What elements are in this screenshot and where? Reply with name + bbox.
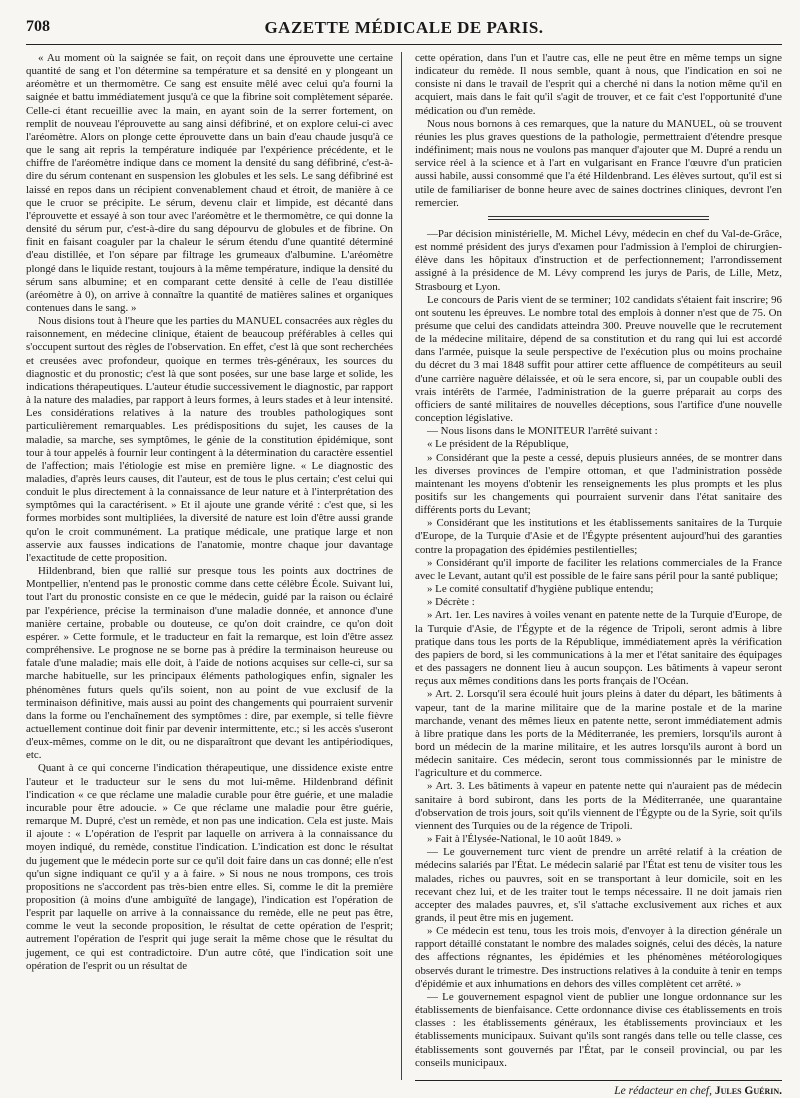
- decree-article: » Art. 2. Lorsqu'il sera écoulé huit jours pleins à dater du départ, les bâtiments à vapeur, tant de la marine militaire que de la marine postale et de la marine marchande, venant des mêmes lieux en patente nette, seront immédiatement admis à libre pratique dans les ports de la Méditerranée, les premiers, lorsqu'ils auront à bord un médecin de la marine militaire, et les autres lorsqu'ils auront à bord un médecin sanitaire. Ces médecin, seront tous commissionnés par le ministre de l'agriculture et du commerce.: [415, 688, 782, 780]
- news-item: Le concours de Paris vient de se terminer; 102 candidats s'étaient fait inscrire; 96 ont soutenu les épreuves. Le nombre total des emplois à donner n'est que de 75. On présume que celui des candidats atteindra 300. Preuve nouvelle que le recrutement de la médecine militaire, dépend de sa constitution et du rang qui lui est accordé dans l'armée, puisque la seule perspective de l'exécution plus ou moins prochaine du décret du 3 mai 1848 suffit pour attirer cette affluence de compétiteurs au seuil d'une carrière naguère délaissée, et où le sera encore, si, par un coupable oubli des vrais intérêts de l'armée, l'administration de la guerre préparait au corps des officiers de santé militaires de nouvelles déceptions, sous l'artifice d'une nouvelle conception législative.: [415, 293, 782, 425]
- left-column: [26, 52, 393, 1080]
- editor-signature: [415, 1080, 782, 1098]
- news-item: » Ce médecin est tenu, tous les trois mois, d'envoyer à la direction générale un rapport détaillé constatant le nombre des malades soignés, celui des décès, la nature des affections régnantes, les épidémies et les phénomènes météorologiques observés durant le trimestre. Des instructions relatives à la conduite à tenir en temps d'épidémie et aux inhumations en dehors des villes complètent cet arrêté. »: [415, 925, 782, 990]
- paragraph: Nous nous bornons à ces remarques, que la nature du MANUEL, où se trouvent réunies les plus graves questions de la pathologie, permettraient d'étendre presque indéfiniment; mais nous ne voulons pas manquer d'ajouter que M. Dupré a rendu un service réel à la science et à l'art en vulgarisant en France l'œuvre d'un praticien aussi habile, aussi consommé que l'a été Hildenbrand. Les élèves surtout, qu'il est si utile de familiariser de bonne heure avec de saines doctrines cliniques, devront l'en remercier.: [415, 117, 782, 209]
- decree-line: » Considérant que les institutions et les établissements sanitaires de la Turquie d'Europe, de la Turquie d'Asie et de l'Égypte présentent aujourd'hui des garanties contre la propagation des épidémies pestilentielles;: [415, 517, 782, 556]
- page-header: [26, 14, 782, 45]
- decree-line: » Le comité consultatif d'hygiène publique entendu;: [427, 583, 654, 596]
- paragraph: Quant à ce qui concerne l'indication thérapeutique, une dissidence existe entre l'auteur et le traducteur sur le sens du mot lui-même. Hildenbrand définit l'indication « ce que réclame une maladie curable pour être guérie, et une maladie incurable pour être adoucie. » Ce que réclame une maladie pour être guérie, remarque M. Dupré, c'est un remède, et non pas une indication. Cela est juste. Mais il ajoute : « L'opération de l'esprit par laquelle on arrivera à la connaissance du moyen indiqué, du remède, constitue l'indication. L'indication est donc le résultat du jugement que le médecin porte sur ce qu'il doit faire dans un cas donné; elle n'est qu'un signe indiquant ce qu'il y a à faire. » Si nous ne nous trompons, ces trois propositions ne s'accordent pas très-bien entre elles. Si, comme le dit la première proposition (à moins d'une ambiguïté de langage), l'indication est l'opération de l'esprit par laquelle on arrive à la connaissance du remède, elle ne peut pas être, comme le veut la seconde proposition, le résultat de cette opération de l'esprit; autrement l'opération de l'esprit qui juge serait la même chose que le résultat du jugement, ce qui est contradictoire. D'un autre côté, que l'indication soit une opération de l'esprit ou un résultat de: [26, 762, 393, 972]
- decree-line: » Considérant que la peste a cessé, depuis plusieurs années, de se montrer dans les diverses provinces de l'empire ottoman, et que l'administration possède maintenant les moyens d'obtenir les renseignements les plus prompts et les plus positifs sur les changements qui pourraient survenir dans l'état sanitaire des différents ports du Levant;: [415, 451, 782, 517]
- decree-line: « Le président de la République,: [427, 438, 569, 451]
- decree-line: » Considérant qu'il importe de faciliter les relations commerciales de la France avec le Levant, autant qu'il est possible de le faire sans péril pour la santé publique;: [415, 556, 782, 582]
- decree-article: » Art. 1er. Les navires à voiles venant en patente nette de la Turquie d'Europe, de la Turquie d'Asie, de l'Égypte et de la régence de Tripoli, seront admis à libre pratique dans tous les ports de la République, immédiatement après la vérification des papiers de bord, si les communications à la mer et l'état sanitaire des équipages et des passagers ne donnent lieu à aucun soupçon. Les bâtiments à vapeur seront reçus aux mêmes conditions dans les ports français de l'Océan.: [415, 609, 782, 688]
- paragraph: « Au moment où la saignée se fait, on reçoit dans une éprouvette une certaine quantité de sang et l'on détermine sa température et sa densité en y plongeant un aréomètre et un thermomètre. Ce sang est ensuite mêlé avec celui qu'a fourni la saignée et battu immédiatement jusqu'à ce que la fibrine soit complètement séparée. Celle-ci étant recueillie avec la main, en ayant soin de la serrer fortement, on remplit de nouveau l'éprouvette au sang ainsi défibriné, et on explore celui-ci avec l'aréomètre. Alors on plonge cette éprouvette dans un bain d'eau chaude jusqu'à ce que le sang ait repris la température indiquée par l'expérience précédente, et le chiffre de l'aréomètre indique dans ce moment la densité du sang défibriné, c'est-à-dire du sérum contenant en suspension les globules et les sels. Le sang défibriné est laissé en repos dans un récipient convenablement chaud et étroit, de manière à ce que le cruor se précipite. Le sérum, devenu clair et limpide, est décanté dans l'éprouvette et essayé à son tour avec l'aréomètre et le thermomètre, ce qui donne la densité du sérum pur, c'est-à-dire du sang dépourvu de globules et de fibrine. On finit en faisant coaguler par la chaleur le sérum étendu d'une quantité déterminé d'eau distillée, et l'on sépare par filtrage les grumeaux d'albumine. L'aréomètre plongé dans le liquide restant, toujours à la même température, indique la densité du sérum sans albumine; et en comparant cette densité à celle de l'eau distillée (aréomètre à 0), on arrive à connaître la quantité de matières salines et organiques contenues dans le sang. »: [26, 52, 393, 314]
- column-divider: [401, 52, 402, 1080]
- newspaper-page: [26, 14, 782, 1097]
- section-separator: [488, 216, 708, 220]
- decree-article: » Art. 3. Les bâtiments à vapeur en patente nette qui n'auraient pas de médecin sanitaire à bord subiront, dans les ports de la Méditerranée, une quarantaine d'observation de trois jours, soit qu'ils viennent de l'Égypte ou de la Syrie, soit qu'ils viennent des Turquies ou de la régence de Tripoli.: [415, 780, 782, 832]
- decree-line: » Décrète :: [427, 596, 475, 609]
- right-column: [415, 52, 782, 1097]
- decree-line: » Fait à l'Élysée-National, le 10 août 1849. »: [427, 833, 622, 846]
- paragraph: Hildenbrand, bien que rallié sur presque tous les points aux doctrines de Montpellier, n'entend pas le pronostic comme dans cette célèbre École. Suivant lui, tout l'art du pronostic consiste en ce que le médecin, guidé par la raison ou éclairé par l'expérience, précise la terminaison d'une maladie donnée, et annonce d'une manière certaine, probable ou douteuse, ce qu'on doit craindre, ce qu'on doit espérer. » Cette formule, et le traducteur en fait la remarque, est loin d'être assez compréhensive. Le prognose ne se borne pas à prédire la terminaison heureuse ou fatale d'une maladie; mais elle doit, à l'aide de notions acquises sur celle-ci, sur sa marche habituelle, sur les principaux éléments pathologiques enfin, signaler les phénomènes futurs quels qu'ils soient, non au point de vue exclusif de la terminaison définitive, mais aussi au point des changements qui pourraient survenir dans la forme ou l'enchaînement des symptômes : dire, par exemple, si telle fièvre actuellement continue doit finir par devenir intermittente, etc.; si les accès s'useront d'eux-mêmes, comme on le dit, ou ne disparaîtront que devant les antipériodiques, etc.: [26, 565, 393, 762]
- page-number: 708: [26, 18, 50, 35]
- news-item: — Nous lisons dans le MONITEUR l'arrêté suivant :: [427, 425, 658, 438]
- news-item: —Par décision ministérielle, M. Michel Lévy, médecin en chef du Val-de-Grâce, est nommé président des jurys d'examen pour l'admission à l'emploi de chirurgien-élève dans les hôpitaux d'instruction et de perfectionnement; l'arrondissement assigné à la présidence de M. Lévy comprend les jurys de Paris, de Lille, Metz, Strasbourg et Lyon.: [415, 227, 782, 293]
- paragraph: cette opération, dans l'un et l'autre cas, elle ne peut être en même temps un signe indicateur du remède. Il nous semble, quant à nous, que l'indication en soi ne consiste ni dans le travail de l'esprit qui a cherché ni dans la notion même qu'il en acquiert, mais dans le fait qu'il s'agit de trouver, et ce fait c'est l'opportunité d'une médication ou d'un remède.: [415, 52, 782, 117]
- article-columns: [26, 52, 782, 1097]
- news-item: — Le gouvernement turc vient de prendre un arrêté relatif à la création de médecins salariés par l'État. Le médecin salarié par l'État est tenu de visiter tous les malades, riches ou pauvres, soit en se transportant à leur domicile, soit en les recevant chez lui, et de les traiter tout le temps nécessaire. Il ne doit jamais rien accepter des malades pauvres, et, s'il s'attache exclusivement aux riches et aux grands, il peut être mis en jugement.: [415, 846, 782, 924]
- journal-title: GAZETTE MÉDICALE DE PARIS.: [264, 18, 544, 37]
- paragraph: Nous disions tout à l'heure que les parties du MANUEL consacrées aux règles du raisonnement, en médecine clinique, étaient de beaucoup préférables à celles qui s'occupent surtout des règles de l'observation. En effet, c'est là que sont recherchées et creusées avec profondeur, quoique en termes très-généraux, les sources du diagnostic et du pronostic; c'est là que sont posées, sur une base large et solide, les indications thérapeutiques. L'auteur étudie successivement le diagnostic, par rapport à la nature des maladies, par rapport à leurs formes, à leurs stades et à leur intensité. Les considérations relatives à la nature des troubles pathologiques sont particulièrement remarquables. Les prédispositions du sujet, les causes de la maladie, sa marche, ses symptômes, le génie de la constitution épidémique, sont tour à tour appelés à fournir leur contingent à la détermination du caractère essentiel de l'affection; mais l'étiologie est mise en première ligne. « Le diagnostic des maladies, d'après leurs causes, dit l'auteur, est de tous le plus certain; c'est celui qui conduit le plus directement à la connaissance de leur nature et à l'interprétation des symptômes qui la caractérisent. » Et il ajoute une grande vérité : c'est que, si les formes morbides sont multipliées, la diversité de nature est loin d'être aussi grande qu'on le croit communément. La pratique médicale, une pratique large et non asservie aux fausses indications de l'anatomie, montre chaque jour davantage l'exactitude de cette proposition.: [26, 315, 393, 564]
- news-item: — Le gouvernement espagnol vient de publier une longue ordonnance sur les établissements de bienfaisance. Cette ordonnance divise ces établissements en trois classes : les établissements généraux, les établissements provinciaux et les établissements municipaux. Suivant qu'ils sont rangés dans telle ou telle classe, ces établissements sont gouvernés par l'État, par le conseil provincial, ou par les conseils municipaux.: [415, 990, 782, 1069]
- signature-label: Le rédacteur en chef,: [614, 1084, 712, 1097]
- signature-name: Jules Guérin.: [714, 1084, 782, 1097]
